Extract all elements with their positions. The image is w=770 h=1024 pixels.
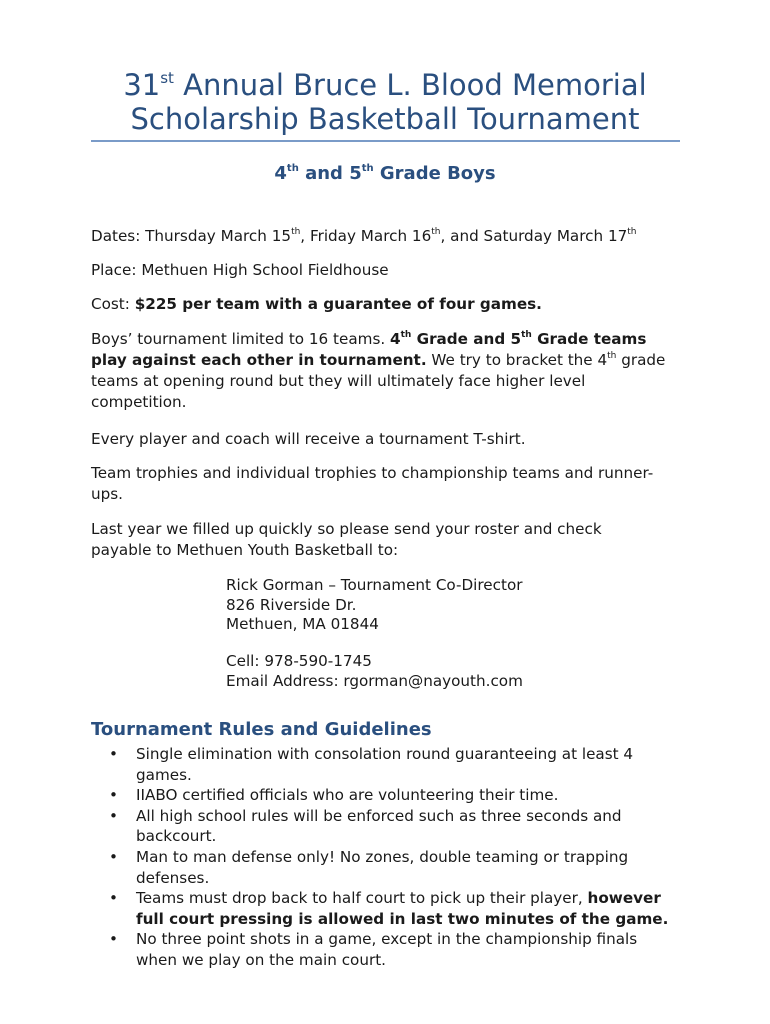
rule-text: Man to man defense only! No zones, double teaming or trapping defenses. [136,847,629,887]
limit-text: Boys’ tournament limited to 16 teams. [91,330,391,348]
dates-text: Dates: Thursday March 15 [91,227,292,245]
team-limit-paragraph [91,329,681,413]
contact-address [226,576,523,635]
contact-cell: Cell: 978-590-1745 [226,652,372,670]
page-title [90,68,680,136]
rule-item [105,929,675,970]
title-line1: Annual Bruce L. Blood Memorial [173,68,647,102]
dates-sup: th [431,227,441,237]
title-ordinal: st [160,69,174,87]
cost-value: $225 per team with a guarantee of four games. [134,295,542,313]
cost-label: Cost: [91,295,135,313]
rule-item [105,888,675,929]
bullet-icon: • [109,930,118,949]
dates-sup: th [291,227,301,237]
contact-city: Methuen, MA 01844 [226,615,379,633]
contact-street: 826 Riverside Dr. [226,595,357,614]
subtitle [90,162,680,186]
rule-item [105,744,675,785]
title-line2: Scholarship Basketball Tournament [130,102,640,136]
place-line: Place: Methuen High School Fieldhouse [91,261,389,279]
title-divider [91,140,680,142]
tshirt-line: Every player and coach will receive a tournament T-shirt. [91,430,526,448]
rules-list [105,744,675,971]
limit-bold: Grade teams play against each other in tournament. [91,330,647,369]
limit-sup: th [400,330,412,340]
subtitle-part: and 5 [298,163,362,184]
dates-text: , and Saturday March 17 [440,227,628,245]
bullet-icon: • [109,847,118,866]
dates-text: , Friday March 16 [300,227,432,245]
limit-sup: th [521,330,532,340]
bullet-icon: • [109,786,118,805]
limit-text: grade teams at opening round but they will ultimately face higher level competition. [91,351,666,411]
limit-text: We try to bracket the 4 [426,351,608,369]
rule-item [105,847,675,888]
rule-item [105,785,675,806]
rule-item [105,806,675,847]
cost-line [91,294,691,315]
rule-text: All high school rules will be enforced such as three seconds and backcourt. [136,806,622,846]
contact-email: Email Address: rgorman@nayouth.com [226,671,523,690]
rule-text: IIABO certified officials who are volunteering their time. [136,786,559,805]
subtitle-sup: th [361,163,374,174]
roster-paragraph: Last year we filled up quickly so please send your roster and check payable to Methuen Youth Basketball to: [91,520,602,559]
rule-text: No three point shots in a game, except in the championship finals when we play on the main court. [136,930,638,969]
dates-line [91,226,691,247]
rule-text: Teams must drop back to half court to pick up their player, [136,889,588,908]
contact-name: Rick Gorman – Tournament Co-Director [226,576,523,594]
rules-heading: Tournament Rules and Guidelines [91,719,432,740]
rule-text: Single elimination with consolation round guaranteeing at least 4 games. [136,745,634,784]
subtitle-part: Grade Boys [373,163,496,184]
bullet-icon: • [109,745,118,763]
bullet-icon: • [109,889,118,908]
subtitle-part: 4 [274,163,287,184]
dates-sup: th [627,227,637,237]
contact-info [226,652,523,691]
limit-bold: Grade and 5 [411,330,522,348]
limit-bold: 4 [390,330,401,348]
title-number: 31 [123,68,161,102]
trophies-paragraph: Team trophies and individual trophies to championship teams and runner-ups. [91,464,654,503]
limit-sup: th [607,351,617,361]
rule-text-bold: however full court pressing is allowed in last two minutes of the game. [136,889,669,928]
bullet-icon: • [109,806,118,825]
subtitle-sup: th [286,163,299,174]
